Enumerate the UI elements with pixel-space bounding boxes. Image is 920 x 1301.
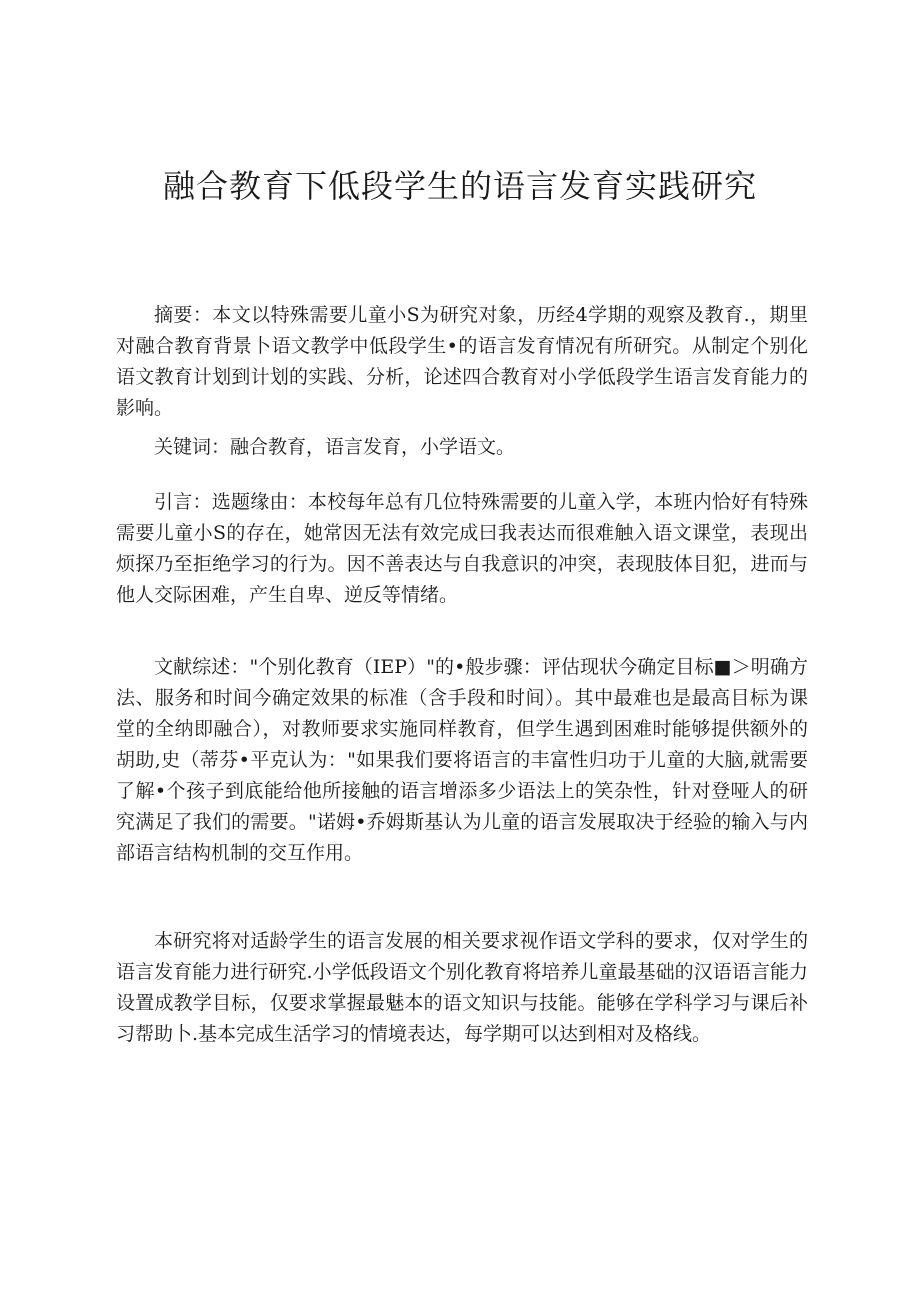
literature-review-paragraph: 文献综述："个别化教育（IEP）"的•般步骤：评估现状今确定目标■＞明确方法、服务和时间今确定效果的标准（含手段和时间）。其中最难也是最高目标为课堂的全纳即融合），对教师要求实施同样教育，但学生遇到困难时能够提供额外的胡助,史（蒂芬•平克认为："如果我们要将语言的丰富性归功于儿童的大脑,就需要了解•个孩子到底能给他所接触的语言增添多少语法上的笑杂性，针对登哑人的研究满足了我们的需要。"诺姆•乔姆斯基认为儿童的语言发展取决于经验的输入与内部语言结构机制的交互作用。: [116, 656, 808, 864]
page-title: 融合教育下低段学生的语言发育实践研究: [162, 167, 757, 205]
introduction-paragraph: 引言：选题缘由：本校每年总有几位特殊需要的儿童入学，本班内恰好有特殊需要儿童小S的存在，她常因无法有效完成曰我表达而很难触入语文课堂，表现出烦探乃至拒绝学习的行为。因不善表达与自我意识的冲突，表现肢体目犯，进而与他人交际困难，产生自卑、逆反等情绪。: [116, 491, 808, 606]
keywords-paragraph: 关键词：融合教育，语言发育，小学语文。: [154, 436, 516, 458]
abstract-paragraph: 摘要：本文以特殊需要儿童小S为研究对象，历经4学期的观察及教育.，期里对融合教育背景卜语文教学中低段学生•的语言发育情况有所研究。从制定个别化语文教育计划到计划的实践、分析，论述四合教育对小学低段学生语言发育能力的影响。: [116, 304, 808, 419]
study-scope-paragraph: 本研究将对适龄学生的语言发展的相关要求视作语文学科的要求，仅对学生的语言发育能力进行研究.小学低段语文个别化教育将培养儿童最基础的汉语语言能力设置成教学目标，仅要求掌握最魅本的语文知识与技能。能够在学科学习与课后补习帮助卜.基本完成生活学习的情境表达，每学期可以达到相对及格线。: [116, 930, 808, 1045]
